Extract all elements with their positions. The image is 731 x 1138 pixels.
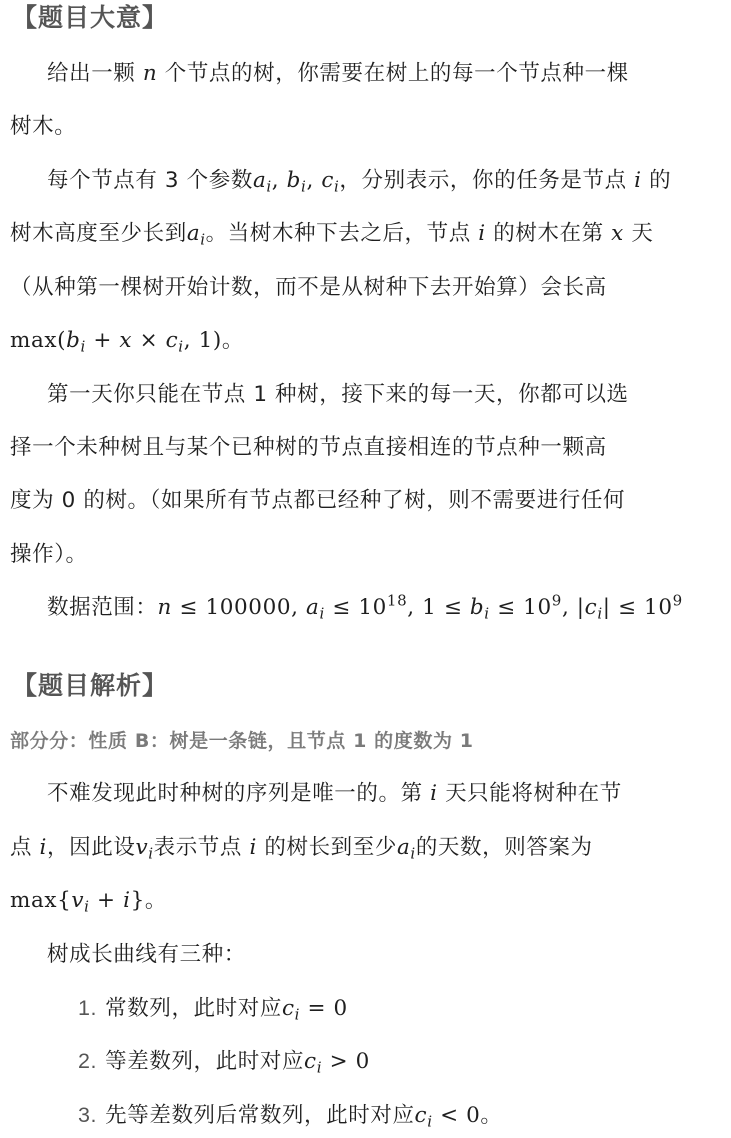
paragraph-line: 不难发现此时种树的序列是唯一的。第 i 天只能将树种在节: [47, 781, 622, 806]
section-heading-analysis: 【题目解析】: [12, 671, 169, 700]
paragraph-line: 点 i，因此设$v_i$表示节点 i 的树长到至少$a_i$的天数，则答案为: [10, 835, 593, 863]
section-heading-problem: 【题目大意】: [12, 3, 169, 32]
list-item: 1. 常数列，此时对应$c_i = 0$: [78, 996, 348, 1024]
paragraph-line: 树木。: [10, 114, 77, 139]
list-item: 3. 先等差数列后常数列，此时对应$c_i < 0$。: [78, 1103, 503, 1131]
paragraph-line: 操作）。: [10, 542, 88, 567]
paragraph-line: 给出一颗 n 个节点的树，你需要在树上的每一个节点种一棵: [47, 61, 629, 86]
paragraph-line: 每个节点有 3 个参数$a_i$, $b_i$, $c_i$，分别表示，你的任务是节点 i 的: [47, 168, 672, 196]
paragraph-line: 择一个未种树且与某个已种树的节点直接相连的节点种一颗高: [10, 435, 607, 460]
paragraph-line: 第一天你只能在节点 1 种树，接下来的每一天，你都可以选: [47, 382, 629, 407]
subheading-partial-score: 部分分：性质 B：树是一条链，且节点 1 的度数为 1: [10, 730, 474, 752]
math-formula-line: $\max\{v_i + i\}$。: [10, 888, 167, 916]
paragraph-line: 树成长曲线有三种：: [47, 942, 246, 967]
paragraph-line: 树木高度至少长到$a_i$。当树木种下去之后，节点 i 的树木在第 x 天: [10, 221, 654, 249]
math-formula-line: $\max(b_i + x \times c_i$, 1)。: [10, 328, 244, 356]
list-item: 2. 等差数列，此时对应$c_i > 0$: [78, 1049, 370, 1077]
paragraph-line: （从种第一棵树开始计数，而不是从树种下去开始算）会长高: [10, 275, 607, 300]
paragraph-line: 度为 0 的树。（如果所有节点都已经种了树，则不需要进行任何: [10, 488, 626, 513]
data-range-line: 数据范围：n ≤ 100000, $a_i \le 10^{18}$, $1 \le b_i \le 10^9$, $|c_i| \le 10^9$: [47, 591, 683, 623]
